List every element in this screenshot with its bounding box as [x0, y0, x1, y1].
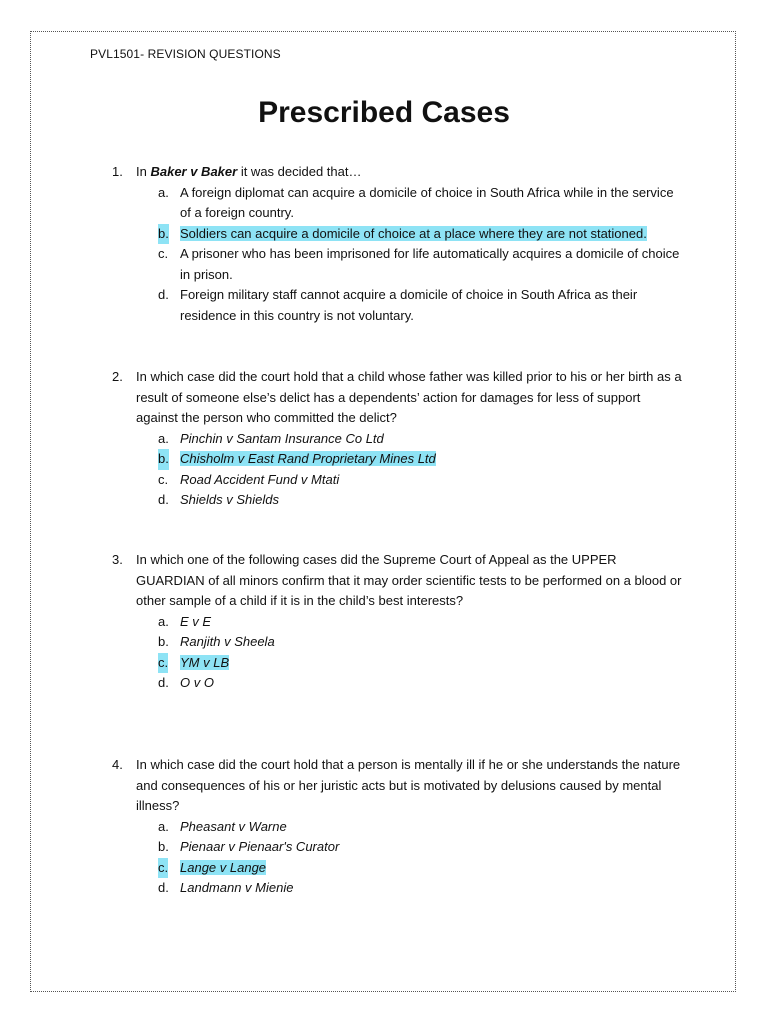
option-c: c. Lange v Lange: [158, 858, 682, 879]
question-number: 4.: [112, 757, 123, 772]
answer-options: [158, 612, 682, 694]
question-3: [112, 550, 682, 694]
option-c: c. A prisoner who has been imprisoned for life automatically acquires a domicile of choice in prison.: [158, 246, 680, 282]
option-d: d. Shields v Shields: [158, 492, 279, 507]
answer-options: [158, 817, 682, 899]
question-text: In which case did the court hold that a person is mentally ill if he or she understands the nature and consequences of his or her juristic acts but is motivated by delusions caused by mental illness?: [136, 757, 681, 813]
option-a: a. Pheasant v Warne: [158, 818, 287, 834]
option-d: d. Landmann v Mienie: [158, 880, 294, 895]
question-text: In Baker v Baker it was decided that…: [136, 164, 362, 179]
question-number: 2.: [112, 369, 123, 384]
answer-options: [158, 429, 682, 511]
option-a: a. E v E: [158, 613, 212, 629]
question-1: [112, 162, 682, 326]
question-2: [112, 367, 682, 511]
option-c: c. Road Accident Fund v Mtati: [158, 471, 340, 487]
question-text: In which one of the following cases did the Supreme Court of Appeal as the UPPER GUARDIAN of all minors confirm that it may order scientific tests to be performed on a blood or other sample of a child if it is in the child’s best interests?: [136, 552, 682, 608]
document-header: PVL1501- REVISION QUESTIONS: [90, 47, 281, 61]
question-text: In which case did the court hold that a child whose father was killed prior to his or her birth as a result of someone else’s delict has a dependents’ action for damages for less of support against the person who committed the delict?: [136, 369, 682, 425]
option-b: b. Soldiers can acquire a domicile of choice at a place where they are not stationed.: [158, 224, 682, 245]
page-title: Prescribed Cases: [258, 96, 510, 129]
option-c: c. YM v LB: [158, 653, 682, 674]
answer-options: [158, 183, 682, 327]
option-a: a. A foreign diplomat can acquire a domicile of choice in South Africa while in the service of a foreign country.: [158, 184, 674, 220]
option-b: b. Pienaar v Pienaar's Curator: [158, 839, 340, 854]
question-number: 3.: [112, 552, 123, 567]
option-a: a. Pinchin v Santam Insurance Co Ltd: [158, 430, 384, 446]
case-name: Baker v Baker: [150, 164, 238, 179]
question-number: 1.: [112, 164, 123, 179]
option-d: d. Foreign military staff cannot acquire a domicile of choice in South Africa as their residence in this country is not voluntary.: [158, 287, 638, 323]
option-b: b. Ranjith v Sheela: [158, 634, 275, 649]
option-b: b. Chisholm v East Rand Proprietary Mines Ltd: [158, 449, 682, 470]
option-d: d. O v O: [158, 675, 214, 690]
question-4: [112, 755, 682, 899]
